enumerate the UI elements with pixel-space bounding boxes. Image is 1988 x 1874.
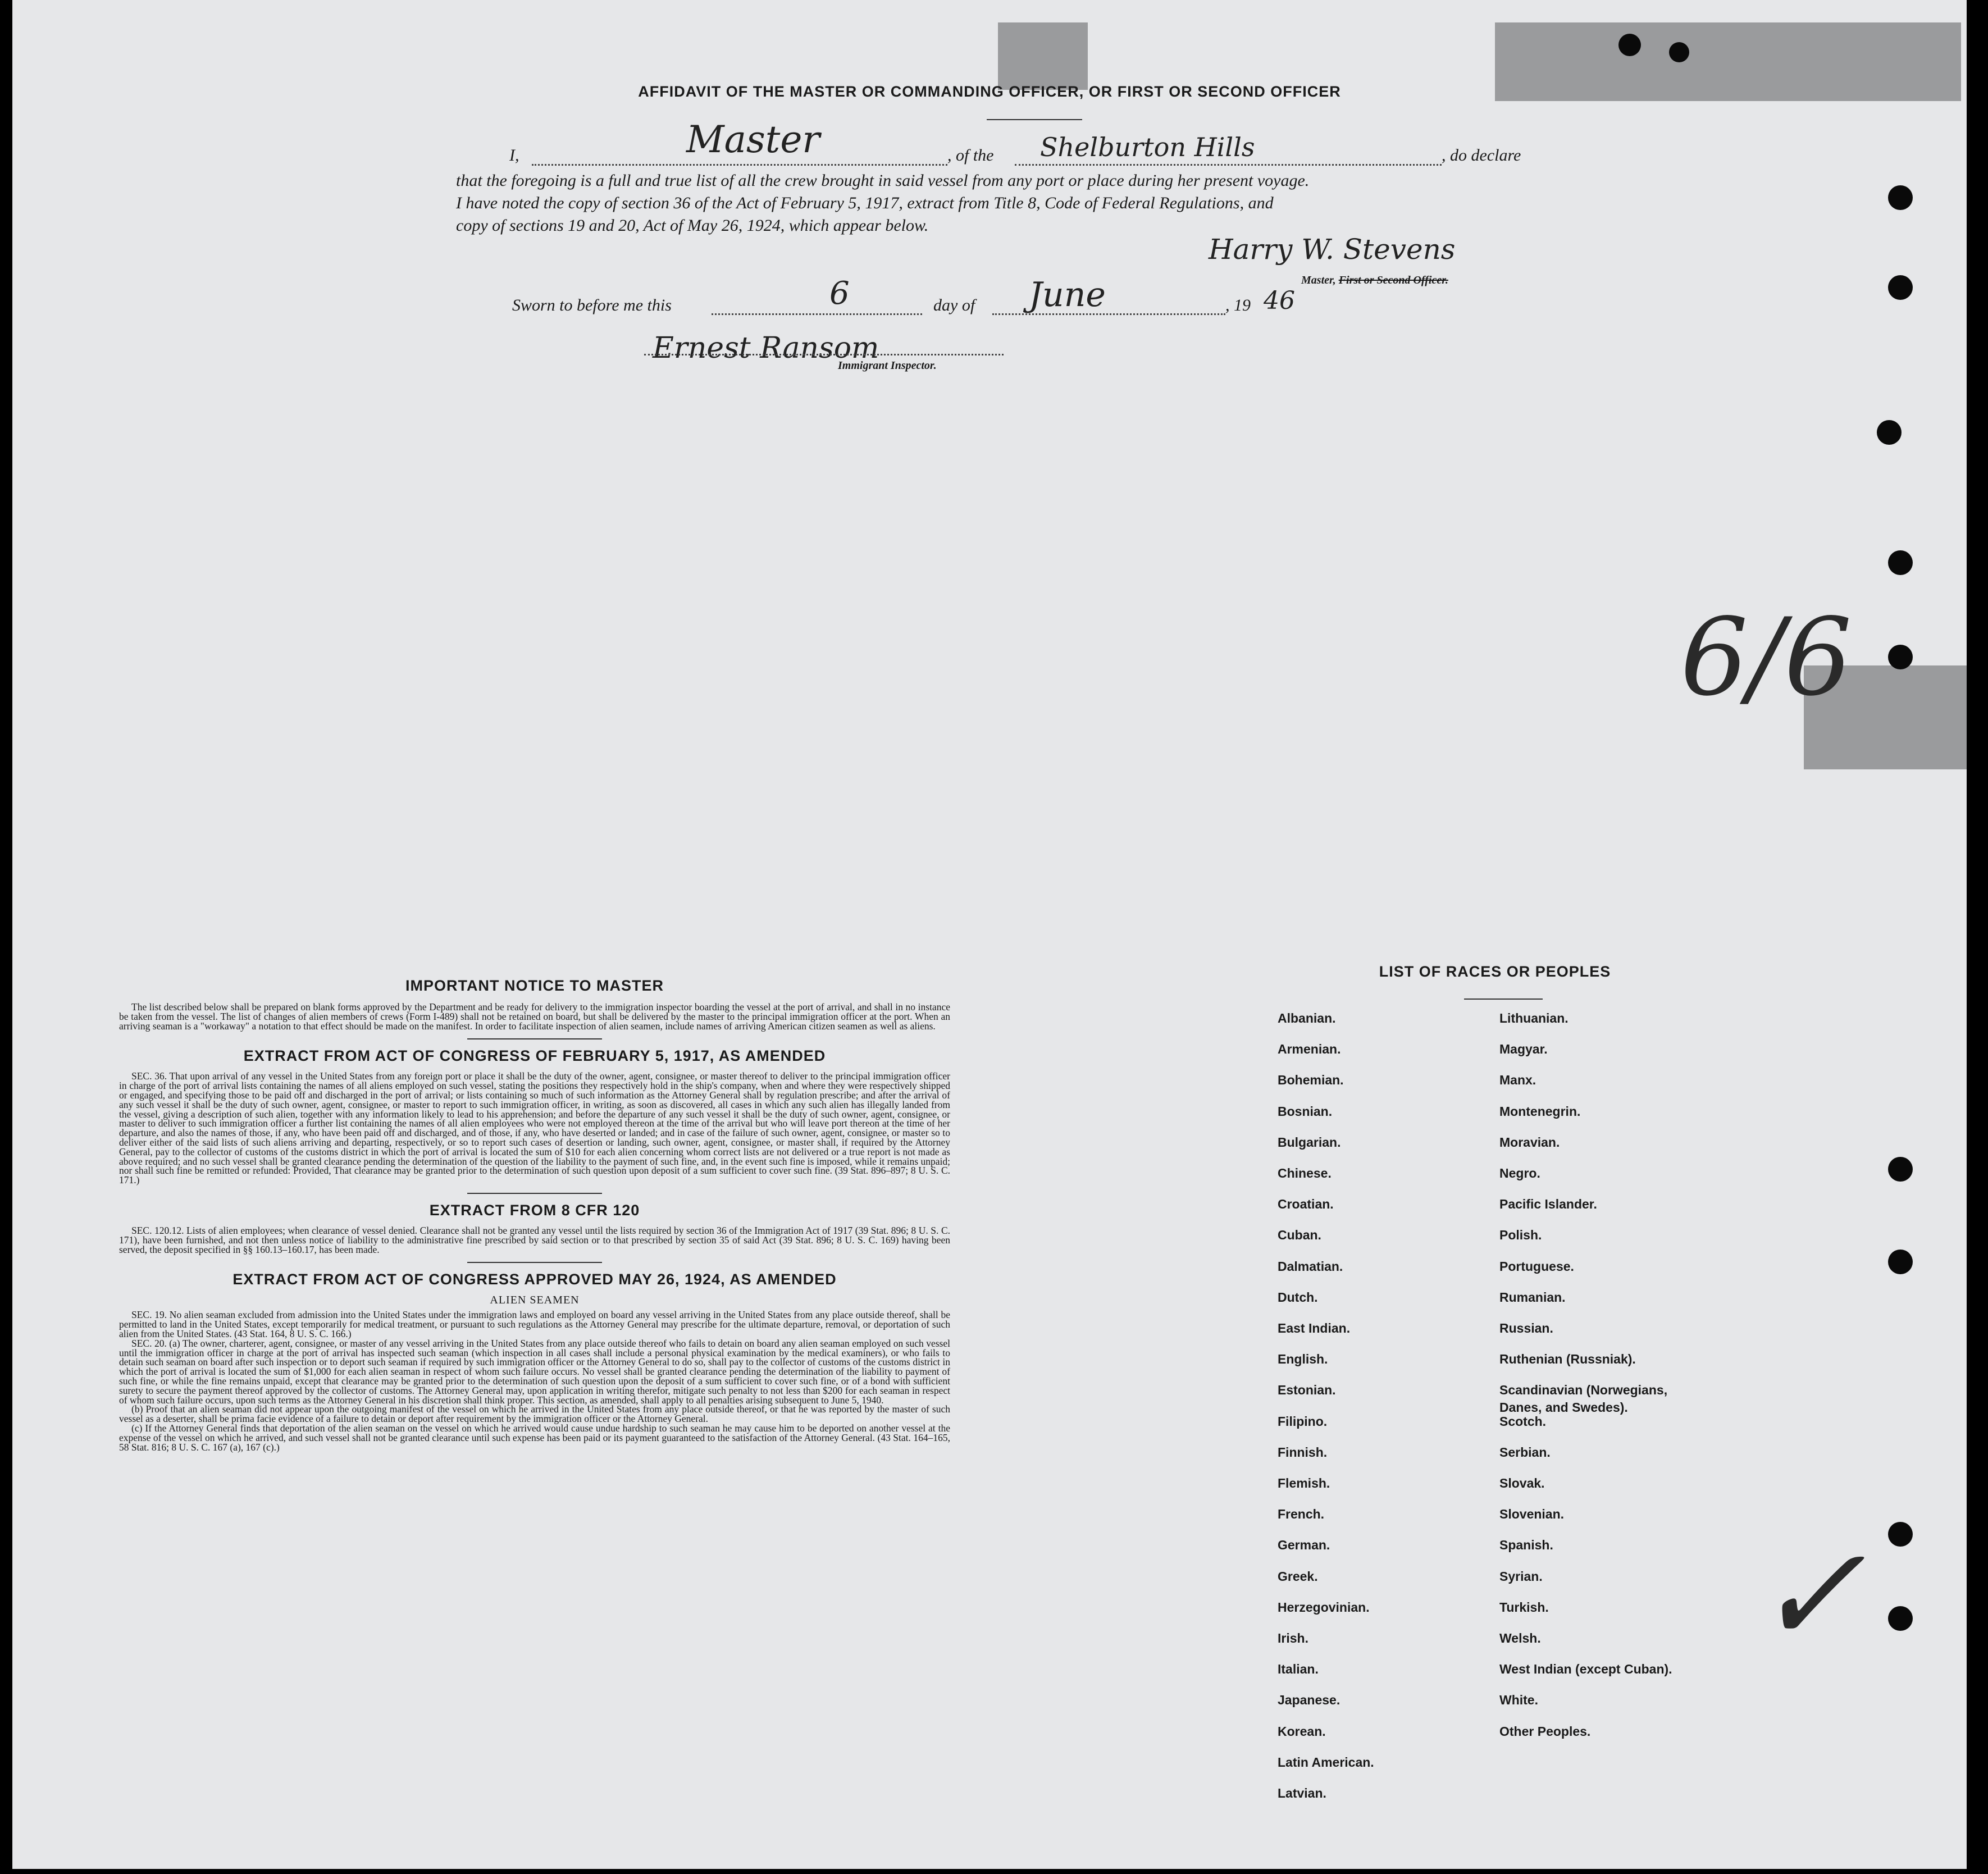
race-list-item: Filipino. (1278, 1414, 1328, 1429)
of-the-label: , of the (947, 146, 994, 165)
race-list-item: Moravian. (1499, 1135, 1560, 1150)
race-list-item: Italian. (1278, 1662, 1319, 1676)
race-list-item: Manx. (1499, 1073, 1536, 1087)
race-list-item: Bosnian. (1278, 1104, 1333, 1119)
punch-hole (1888, 1522, 1913, 1547)
race-list-item: Slovak. (1499, 1476, 1545, 1490)
race-list-item: Irish. (1278, 1631, 1308, 1645)
sworn-day-line (712, 313, 922, 315)
race-list-item: Japanese. (1278, 1693, 1340, 1707)
punch-hole (1888, 645, 1913, 669)
race-list-item: Polish. (1499, 1228, 1542, 1242)
race-list-item: German. (1278, 1538, 1330, 1552)
sec-19-paragraph: SEC. 19. No alien seaman excluded from admission into the United States under the immigration laws and employed on board any vessel arriving in the United States from any place outside thereof, shall be permitted to land in the United States, except temporarily for medical treatment, or pursuant to such regulations as the Attorney General may prescribe for the ultimate departure, removal, or deportation of such alien from the United States. (43 Stat. 164, 8 U. S. C. 166.) (119, 1309, 950, 1339)
sworn-month-line (992, 313, 1225, 315)
punch-hole (1888, 1606, 1913, 1631)
punch-hole (1888, 1157, 1913, 1182)
race-list-item: Dutch. (1278, 1290, 1318, 1305)
punch-hole (1888, 185, 1913, 210)
section-divider (467, 1262, 602, 1263)
notices-column (119, 977, 950, 1452)
sworn-month-handwritten: June (1029, 275, 1106, 314)
race-list-item: Danes, and Swedes). (1499, 1400, 1628, 1415)
sec-20c-paragraph: (c) If the Attorney General finds that deportation of the alien seaman on the vessel on which he arrived would cause undue hardship to such seaman he may cause him to be deported on another vessel at the expense of the vessel on which he arrived, and such vessel shall not be granted clearance until such expense has been paid or its payment guaranteed to the satisfaction of the Attorney General. (43 Stat. 164–165, 58 Stat. 816; 8 U. S. C. 167 (a), 167 (c).) (119, 1422, 950, 1453)
race-list-item: Serbian. (1499, 1445, 1551, 1460)
do-declare-label: , do declare (1442, 146, 1521, 165)
extract-1924-title: EXTRACT FROM ACT OF CONGRESS APPROVED MAY 26, 1924, AS AMENDED (232, 1271, 837, 1288)
officer-rank-line (532, 164, 947, 166)
race-list-item: Montenegrin. (1499, 1104, 1581, 1119)
race-list-item: Herzegovinian. (1278, 1600, 1370, 1615)
extract-1924-body (119, 1310, 950, 1452)
extract-8cfr-title: EXTRACT FROM 8 CFR 120 (429, 1201, 640, 1219)
race-list-item: Flemish. (1278, 1476, 1330, 1490)
title-underline (987, 119, 1082, 120)
race-list-item: Syrian. (1499, 1569, 1543, 1584)
races-title-underline (1464, 998, 1543, 1000)
sworn-prefix: Sworn to before me this (512, 296, 672, 314)
extract-1917-body (119, 1071, 950, 1185)
race-list-item: Magyar. (1499, 1042, 1548, 1056)
extract-8cfr-body (119, 1226, 950, 1254)
race-list-item: Portuguese. (1499, 1259, 1574, 1274)
vessel-name-line (1015, 164, 1442, 166)
race-list-item: Bohemian. (1278, 1073, 1344, 1087)
year-handwritten: 46 (1264, 286, 1295, 315)
extract-1917-title: EXTRACT FROM ACT OF CONGRESS OF FEBRUARY 5, 1917, AS AMENDED (243, 1047, 826, 1065)
inspector-signature-line (644, 354, 1004, 355)
inspector-caption: Immigrant Inspector. (838, 359, 937, 372)
declaration-line-2: that the foregoing is a full and true list of all the crew brought in said vessel from any port or place during her present voyage. (456, 171, 1310, 190)
race-list-item: Croatian. (1278, 1197, 1334, 1211)
officer-rank-handwritten: Master (686, 118, 820, 161)
punch-hole (1888, 275, 1913, 300)
race-list-item: Negro. (1499, 1166, 1540, 1180)
punch-hole (1888, 1250, 1913, 1274)
sec-36-paragraph: SEC. 36. That upon arrival of any vessel in the United States from any foreign port or place it shall be the duty of the owner, agent, consignee, or master thereof to deliver to the principal immigration officer in charge of the port of arrival lists containing the names of all aliens employed on such vessel, stating the positions they respectively hold in the ship's company, when and where they were respectively shipped or engaged, and specifying those to be paid off and discharged in the port of arrival; or lists containing so much of such information as the Attorney General shall by regulation prescribe; and after the arrival of any such vessel it shall be the duty of such owner, agent, consignee, or master to report to such immigration officer, in writing, as soon as discovered, all cases in which any such alien has illegally landed from the vessel, giving a description of such alien, together with any information likely to lead to his apprehension; and before the departure of any such vessel it shall be the duty of such owner, agent, consignee, or master to deliver to such immigration officer a further list containing the names of all alien employees who were not employed thereon at the time of the arrival but who will leave port thereon at the time of her departure, and also the names of those, if any, who have been paid off and discharged, and of those, if any, who have deserted or landed; and in case of the failure of such owner, agent, consignee, or master so to deliver either of the said lists of such aliens arriving and departing, respectively, or so to report such cases of desertion or landing, such owner, agent, consignee, or master shall, if required by the Attorney General, pay to the collector of customs of the customs district in which the port of arrival is located the sum of $10 for each alien concerning whom correct lists are not delivered or a true report is not made as above required; and no such vessel shall be granted clearance pending the determination of the question of the liability to the payment of such fine, and, in the event such fine is imposed, while it remains unpaid; nor shall such fine be remitted or refunded: Provided, That clearance may be granted prior to the determination of such question upon deposit of a sum sufficient to cover such fine. (39 Stat. 896–897; 8 U. S. C. 171.) (119, 1070, 950, 1186)
race-list-item: East Indian. (1278, 1321, 1351, 1335)
declaration-line-3: I have noted the copy of section 36 of the Act of February 5, 1917, extract from Title 8, Code of Federal Regulations, and (456, 194, 1274, 212)
race-list-item: Albanian. (1278, 1011, 1336, 1025)
race-list-item: Bulgarian. (1278, 1135, 1341, 1150)
race-list-item: Dalmatian. (1278, 1259, 1343, 1274)
race-list-item: Turkish. (1499, 1600, 1549, 1615)
race-list-item: Armenian. (1278, 1042, 1341, 1056)
race-list-item: Russian. (1499, 1321, 1553, 1335)
race-list-item: Other Peoples. (1499, 1724, 1591, 1739)
notice-paragraph: The list described below shall be prepared on blank forms approved by the Department and be ready for delivery to the immigration inspector boarding the vessel at the port of arrival, and shall in no instance be taken from the vessel. The list of changes of alien members of crews (Form I-489) shall not be retained on board, but shall be delivered by the master to the principal immigration officer at the port. When an arriving seaman is a "workaway" a notation to that effect should be made on the manifest. In order to facilitate inspection of alien seamen, include names of arriving American citizen seamen as well as aliens. (119, 1001, 950, 1032)
race-list-item: West Indian (except Cuban). (1499, 1662, 1672, 1676)
race-list-item: Welsh. (1499, 1631, 1541, 1645)
sec-20a-paragraph: SEC. 20. (a) The owner, charterer, agent, consignee, or master of any vessel arriving in the United States from any place outside thereof who fails to detain on board any alien seaman employed on such vessel until the immigration officer in charge at the port of arrival has inspected such seaman (which inspection in all cases shall include a personal physical examination by the medical examiners), or who fails to detain such seaman on board after such inspection or to deport such seaman if required by such immigration officer or the Attorney General to do so, shall pay to the collector of customs of the customs district in which the port of arrival is located the sum of $1,000 for each alien seaman in respect of whom such failure occurs. No vessel shall be granted clearance pending the determination of the liability to payment of such fine, or while the fine remains unpaid, except that clearance may be granted prior to the determination of such question upon the deposit of a sum sufficient to cover such fine, or of a bond with sufficient surety to secure the payment thereof approved by the collector of customs. The Attorney General may, upon application in writing therefor, mitigate such penalty to not less than $200 for each seaman in respect of whom such failure occurs, upon such terms as the Attorney General in his discretion shall think proper. This section, as amended, shall apply to all penalties arising subsequent to June 5, 1940. (119, 1337, 950, 1406)
race-list-item: Scandinavian (Norwegians, (1499, 1383, 1668, 1397)
inspector-signature: Ernest Ransom (653, 331, 879, 365)
section-divider (467, 1038, 602, 1039)
race-list-item: Latin American. (1278, 1755, 1374, 1770)
declaration-line-4: copy of sections 19 and 20, Act of May 26, 1924, which appear below. (456, 216, 929, 235)
race-list-item: Cuban. (1278, 1228, 1321, 1242)
race-list-item: English. (1278, 1352, 1328, 1366)
race-list-item: Estonian. (1278, 1383, 1336, 1397)
notice-body (119, 1002, 950, 1031)
sec-20b-paragraph: (b) Proof that an alien seaman did not appear upon the outgoing manifest of the vessel on which he arrived in the United States from any place outside thereof, or that he was reported by the master of such vessel as a deserter, shall be prima facie evidence of a failure to detain or deport after requirement by the immigration officer or the Attorney General. (119, 1403, 950, 1425)
race-list-item: Lithuanian. (1499, 1011, 1568, 1025)
day-of-label: day of (933, 296, 975, 314)
notice-title: IMPORTANT NOTICE TO MASTER (405, 977, 664, 994)
master-signature-caption: Master, First or Second Officer. (1301, 274, 1448, 286)
punch-hole (1618, 34, 1641, 56)
sworn-day-handwritten: 6 (829, 275, 850, 312)
declaration-prefix: I, (509, 146, 519, 165)
race-list-item: Korean. (1278, 1724, 1326, 1739)
races-title: LIST OF RACES OR PEOPLES (1379, 963, 1611, 980)
punch-hole (1669, 42, 1689, 62)
race-list-item: Latvian. (1278, 1786, 1326, 1800)
alien-seamen-subtitle: ALIEN SEAMEN (490, 1294, 580, 1307)
race-list-item: Slovenian. (1499, 1507, 1565, 1521)
race-list-item: Ruthenian (Russniak). (1499, 1352, 1636, 1366)
race-list-item: White. (1499, 1693, 1538, 1707)
punch-hole (1877, 420, 1902, 445)
check-mark-handwritten: ✓ (1753, 1516, 1867, 1674)
race-list-item: Pacific Islander. (1499, 1197, 1597, 1211)
year-prefix: , 19 (1225, 296, 1251, 314)
affidavit-title: AFFIDAVIT OF THE MASTER OR COMMANDING OFFICER, OR FIRST OR SECOND OFFICER (638, 83, 1341, 100)
punch-hole (1888, 550, 1913, 575)
race-list-item: Chinese. (1278, 1166, 1332, 1180)
race-list-item: French. (1278, 1507, 1325, 1521)
margin-note-handwritten: 6/6 (1680, 595, 1852, 719)
race-list-item: Scotch. (1499, 1414, 1547, 1429)
race-list-item: Finnish. (1278, 1445, 1328, 1460)
race-list-item: Rumanian. (1499, 1290, 1566, 1305)
race-list-item: Spanish. (1499, 1538, 1553, 1552)
vessel-name-handwritten: Shelburton Hills (1040, 132, 1255, 162)
sec-120-12-paragraph: SEC. 120.12. Lists of alien employees; when clearance of vessel denied. Clearance shall not be granted any vessel until the lists required by section 36 of the Immigration Act of 1917 (39 Stat. 896; 8 U. S. C. 171), have been furnished, and not then unless notice of liability to the administrative fine prescribed by said section or to that prescribed by section 35 of said Act (39 Stat. 896; 8 U. S. C. 169) having been served, the deposit specified in §§ 160.13–160.17, has been made. (119, 1224, 950, 1255)
race-list-item: Greek. (1278, 1569, 1318, 1584)
master-signature: Harry W. Stevens (1209, 233, 1456, 266)
tape-strip-top-center (998, 22, 1088, 90)
section-divider (467, 1193, 602, 1194)
document-page (12, 0, 1967, 1869)
